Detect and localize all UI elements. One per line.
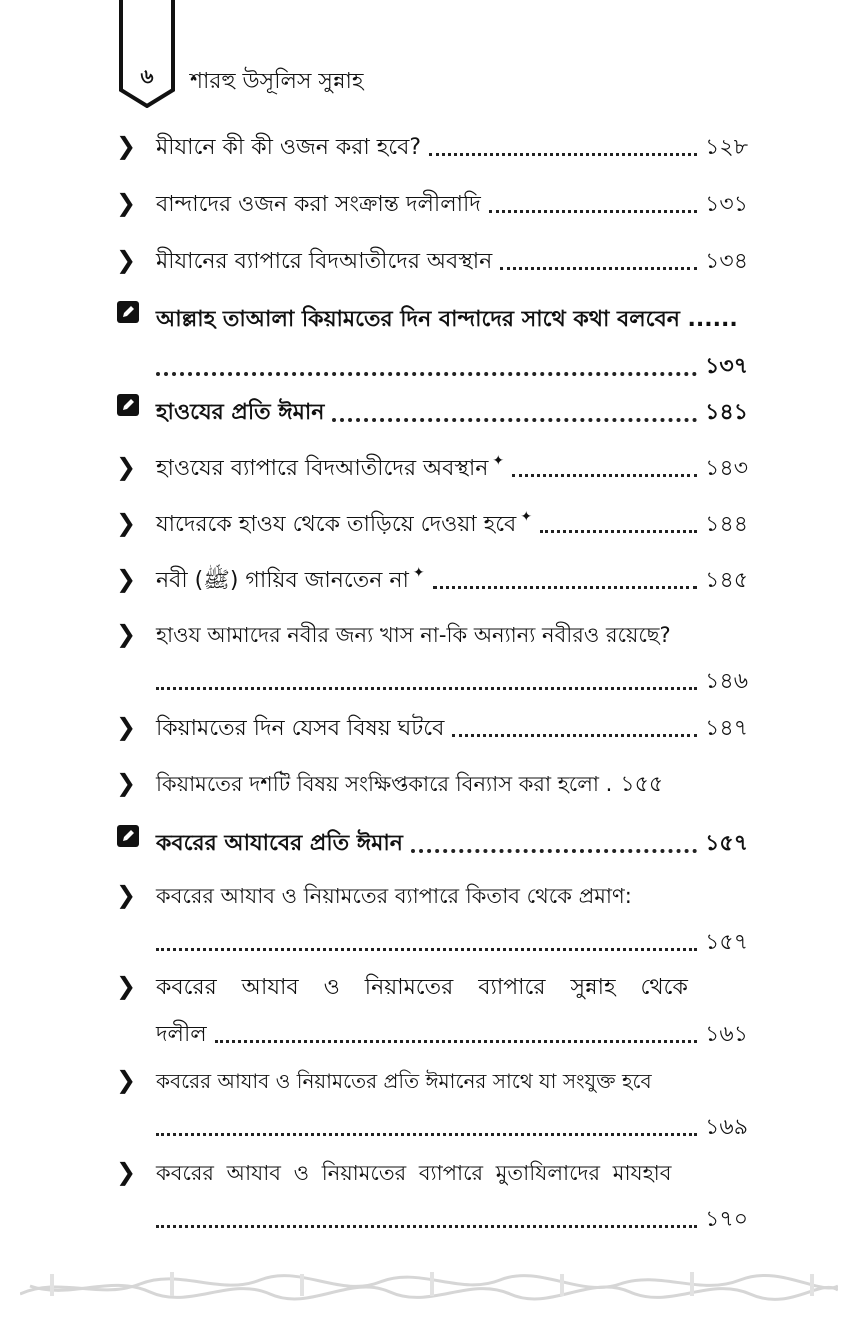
page-number: ৬ — [140, 64, 154, 88]
toc-entry[interactable] — [116, 619, 748, 701]
section-title: হাওযের প্রতি ঈমান — [156, 400, 325, 425]
entry-title: কিয়ামতের দশটি বিষয় সংক্ষিপ্তকারে বিন্যাস করা হলো . — [156, 772, 613, 796]
entry-title: কবরের আযাব ও নিয়ামতের ব্যাপারে সুন্নাহ থেকে — [156, 975, 688, 1000]
toc-entry[interactable] — [116, 1157, 748, 1239]
chevron-right-icon: ❯ — [116, 189, 137, 217]
entry-title: কবরের আযাব ও নিয়ামতের প্রতি ঈমানের সাথে যা সংযুক্ত হবে — [156, 1069, 652, 1093]
chevron-right-icon: ❯ — [116, 1066, 137, 1094]
toc-section-entry[interactable] — [116, 302, 748, 386]
chevron-right-icon: ❯ — [116, 881, 137, 909]
entry-title: মীযানের ব্যাপারে বিদআতীদের অবস্থান — [156, 249, 493, 274]
dot-leader — [433, 586, 698, 589]
entry-title: কিয়ামতের দিন যেসব বিষয় ঘটবে — [156, 716, 445, 741]
entry-page: ১৫৫ — [620, 772, 664, 797]
entry-page: ১৩৪ — [705, 249, 748, 274]
entry-page: ১৪৩ — [705, 456, 748, 481]
dot-leader — [156, 948, 697, 951]
edit-pencil-icon — [116, 826, 156, 850]
dot-leader — [156, 687, 697, 690]
toc-entry[interactable] — [116, 563, 748, 600]
entry-title: হাওয আমাদের নবীর জন্য খাস না-কি অন্যান্য নবীরও রয়েছে? — [156, 623, 671, 647]
dot-leader — [500, 267, 697, 270]
sparkle-icon: ✦ — [492, 453, 505, 469]
chevron-right-icon: ❯ — [116, 453, 137, 481]
entry-title: যাদেরকে হাওয থেকে তাড়িয়ে দেওয়া হবে — [156, 512, 517, 537]
dot-leader — [332, 418, 697, 422]
section-title: কবরের আযাবের প্রতি ঈমান — [156, 831, 403, 856]
toc-entry[interactable] — [116, 507, 748, 544]
entry-page: ১৭০ — [705, 1207, 748, 1232]
entry-page: ১৫৭ — [705, 930, 748, 955]
entry-page: ১৪১ — [705, 400, 748, 425]
entry-page: ১৩৭ — [705, 354, 748, 379]
entry-title: কবরের আযাব ও নিয়ামতের ব্যাপারে মুতাযিলাদের মাযহাব — [156, 1161, 672, 1185]
entry-page: ১৪৫ — [705, 568, 748, 593]
entry-title-continued: দলীল — [156, 1022, 207, 1047]
dot-leader — [429, 153, 697, 156]
toc-entry[interactable] — [116, 711, 748, 748]
entry-page: ১৪৭ — [705, 716, 748, 741]
sparkle-icon: ✦ — [520, 509, 533, 525]
toc-entry[interactable] — [116, 130, 748, 167]
entry-title: হাওযের ব্যাপারে বিদআতীদের অবস্থান — [156, 456, 489, 481]
entry-title: বান্দাদের ওজন করা সংক্রান্ত দলীলাদি — [156, 192, 481, 217]
toc-entry[interactable] — [116, 451, 748, 488]
chevron-right-icon: ❯ — [116, 769, 137, 797]
edit-pencil-icon — [116, 302, 156, 326]
entry-title: নবী (ﷺ) গায়িব জানতেন না — [156, 568, 409, 593]
dot-leader — [411, 849, 697, 853]
dot-leader — [156, 372, 697, 376]
entry-page: ১৩১ — [705, 192, 748, 217]
entry-title: মীযানে কী কী ওজন করা হবে? — [156, 135, 422, 160]
entry-page: ১৪৪ — [705, 512, 748, 537]
chevron-right-icon: ❯ — [116, 972, 137, 1000]
toc-entry[interactable] — [116, 244, 748, 281]
entry-page: ১৬১ — [705, 1022, 748, 1047]
chevron-right-icon: ❯ — [116, 620, 137, 648]
toc-entry[interactable] — [116, 187, 748, 224]
entry-page: ১২৮ — [705, 135, 748, 160]
dot-leader — [156, 1225, 697, 1228]
chevron-right-icon: ❯ — [116, 132, 137, 160]
edit-pencil-icon — [116, 395, 156, 419]
entry-page: ১৬৯ — [705, 1115, 748, 1140]
section-title: আল্লাহ তাআলা কিয়ামতের দিন বান্দাদের সাথে কথা বলবেন ...... — [156, 307, 738, 332]
toc-entry[interactable] — [116, 880, 748, 962]
chevron-right-icon: ❯ — [116, 565, 137, 593]
toc-section-entry[interactable] — [116, 826, 748, 863]
dot-leader — [452, 734, 697, 737]
toc-entry[interactable] — [116, 970, 748, 1054]
chevron-right-icon: ❯ — [116, 1158, 137, 1186]
book-title: শারহু উসূলিস সুন্নাহ — [190, 69, 364, 94]
toc-entry[interactable] — [116, 1066, 748, 1147]
dot-leader — [215, 1040, 698, 1043]
dot-leader — [540, 530, 697, 533]
toc-section-entry[interactable] — [116, 395, 748, 432]
chevron-right-icon: ❯ — [116, 713, 137, 741]
dot-leader — [512, 474, 697, 477]
entry-page: ১৫৭ — [705, 831, 748, 856]
chevron-right-icon: ❯ — [116, 509, 137, 537]
entry-page: ১৪৬ — [705, 669, 748, 694]
sparkle-icon: ✦ — [412, 565, 425, 581]
chevron-right-icon: ❯ — [116, 246, 137, 274]
decorative-calligraphy-band — [20, 1266, 838, 1306]
dot-leader — [156, 1133, 697, 1136]
entry-title: কবরের আযাব ও নিয়ামতের ব্যাপারে কিতাব থেকে প্রমাণ: — [156, 884, 632, 908]
toc-entry[interactable] — [116, 767, 748, 804]
dot-leader — [489, 210, 697, 213]
